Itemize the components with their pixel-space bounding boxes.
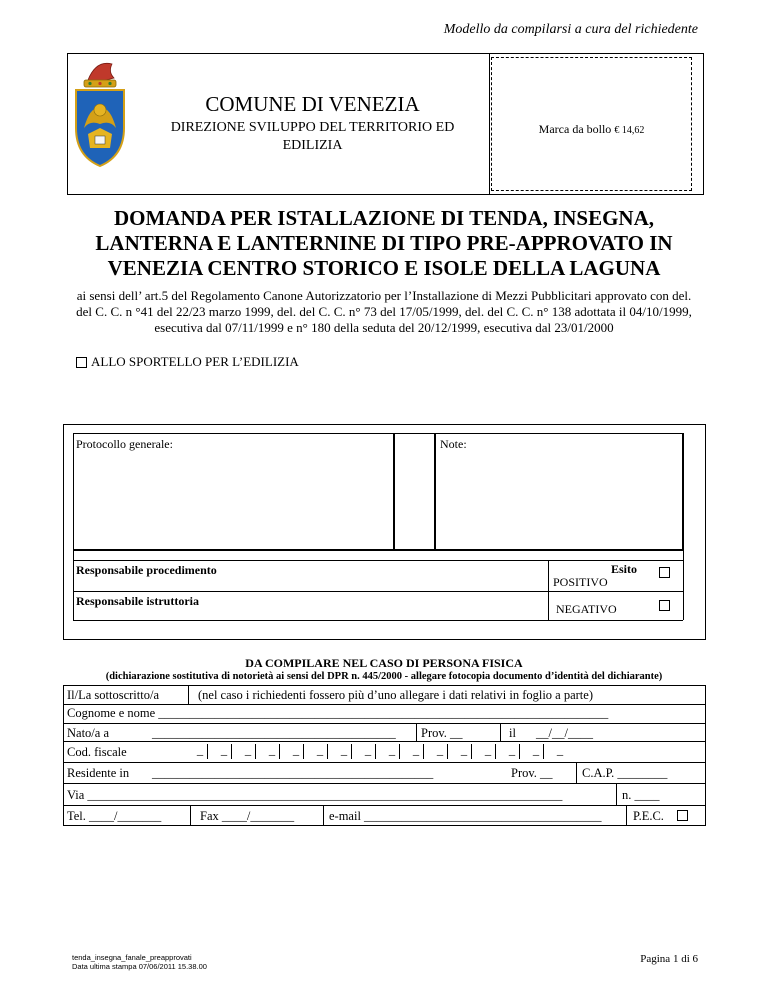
- office-divider: [683, 433, 684, 620]
- form-row-line: [63, 741, 706, 742]
- stamp-label: Marca da bollo € 14,62: [538, 122, 645, 136]
- cod-fiscale-slot[interactable]: _: [556, 743, 564, 757]
- data-nascita-field[interactable]: __/__/____: [536, 726, 593, 740]
- il-label: il: [509, 726, 516, 740]
- notes-cell[interactable]: [435, 433, 683, 550]
- form-col-line: [188, 685, 189, 704]
- positivo-checkbox[interactable]: [659, 567, 670, 578]
- form-col-line: [190, 805, 191, 826]
- sportello-label: ALLO SPORTELLO PER L’EDILIZIA: [91, 354, 299, 369]
- nato-field[interactable]: _______________________________________: [152, 726, 396, 740]
- form-col-line: [626, 805, 627, 826]
- cod-fiscale-slot[interactable]: _: [220, 743, 228, 757]
- form-col-line: [416, 723, 417, 741]
- nato-label: Nato/a a: [67, 726, 109, 740]
- cod-fiscale-slot[interactable]: _: [508, 743, 516, 757]
- notes-label: Note:: [440, 437, 467, 451]
- office-divider: [548, 591, 683, 592]
- cod-fiscale-slot-divider: [375, 744, 376, 759]
- office-divider: [73, 620, 548, 621]
- cod-fiscale-slot[interactable]: _: [268, 743, 276, 757]
- cognome-nome-field[interactable]: Cognome e nome ________________________________________________________________________: [67, 706, 609, 720]
- legal-reference: ai sensi dell’ art.5 del Regolamento Canone Autorizzatorio per l’Installazione di Mezzi Pubblicitari approvato con del. del C. C. n °41 del 22/23 marzo 1999, del. del C. C. n° 73 del 17/05/1999, del. del C. C. n° 138 adottata il 04/10/1999, esecutiva dal 07/11/1999 e n° 180 della seduta del 20/12/1999, esecutiva dal 23/01/2000: [76, 288, 692, 335]
- form-col-line: [323, 805, 324, 826]
- cod-fiscale-slot-divider: [255, 744, 256, 759]
- resp-istruttoria-label: Responsabile istruttoria: [76, 594, 199, 608]
- fax-field[interactable]: Fax ____/_______: [200, 809, 295, 823]
- page-number: Pagina 1 di 6: [640, 953, 698, 965]
- cap-field[interactable]: C.A.P. ________: [582, 766, 668, 780]
- sottoscritto-label: Il/La sottoscritto/a: [67, 688, 159, 702]
- cod-fiscale-slot-divider: [207, 744, 208, 759]
- cod-fiscale-slot-divider: [351, 744, 352, 759]
- cod-fiscale-slot[interactable]: _: [412, 743, 420, 757]
- pec-label: P.E.C.: [633, 809, 664, 823]
- via-field[interactable]: Via ____________________________________________________________________________: [67, 788, 563, 802]
- office-divider: [548, 560, 549, 620]
- resp-procedimento-label: Responsabile procedimento: [76, 563, 217, 577]
- office-divider: [73, 560, 683, 561]
- cod-fiscale-slot-divider: [231, 744, 232, 759]
- email-field[interactable]: e-mail ______________________________________: [329, 809, 602, 823]
- office-divider: [73, 550, 74, 620]
- cod-fiscale-slot[interactable]: _: [316, 743, 324, 757]
- comune-title: COMUNE DI VENEZIA: [205, 92, 420, 116]
- form-row-line: [63, 805, 706, 806]
- cod-fiscale-slot[interactable]: _: [292, 743, 300, 757]
- form-col-line: [616, 783, 617, 805]
- sportello-checkbox[interactable]: [76, 357, 87, 368]
- cod-fiscale-slot[interactable]: _: [532, 743, 540, 757]
- direzione-name: DIREZIONE SVILUPPO DEL TERRITORIO ED EDILIZIA: [170, 120, 455, 153]
- venezia-coat-of-arms-logo: [70, 58, 130, 170]
- cod-fiscale-slot[interactable]: _: [436, 743, 444, 757]
- cod-fiscale-slot-divider: [471, 744, 472, 759]
- cod-fiscale-slot[interactable]: _: [484, 743, 492, 757]
- cod-fiscale-slot-divider: [423, 744, 424, 759]
- nato-prov-field[interactable]: Prov. __: [421, 726, 463, 740]
- numero-civico-field[interactable]: n. ____: [622, 788, 660, 802]
- esito-label: Esito: [611, 562, 638, 576]
- form-col-line: [500, 723, 501, 741]
- cod-fiscale-slot[interactable]: _: [340, 743, 348, 757]
- stamp-amount: € 14,62: [614, 125, 645, 136]
- form-row-line: [63, 723, 706, 724]
- form-note: Modello da compilarsi a cura del richiedente: [443, 22, 698, 37]
- cod-fiscale-slot[interactable]: _: [388, 743, 396, 757]
- negativo-checkbox[interactable]: [659, 600, 670, 611]
- cod-fiscale-slot-divider: [327, 744, 328, 759]
- negativo-label: NEGATIVO: [556, 602, 617, 616]
- section-subtitle: (dichiarazione sostitutiva di notorietà ai sensi del DPR n. 445/2000 - allegare fotocopia documento d’identità del dichiarante): [105, 671, 663, 682]
- header-divider: [489, 53, 490, 195]
- office-divider: [548, 620, 683, 621]
- cod-fiscale-slot-divider: [543, 744, 544, 759]
- form-row-line: [63, 762, 706, 763]
- cod-fiscale-slot-divider: [447, 744, 448, 759]
- cod-fiscale-slot[interactable]: _: [244, 743, 252, 757]
- cod-fiscale-slot[interactable]: _: [460, 743, 468, 757]
- tel-field[interactable]: Tel. ____/_______: [67, 809, 162, 823]
- cod-fiscale-slot[interactable]: _: [364, 743, 372, 757]
- protocollo-label: Protocollo generale:: [76, 437, 173, 451]
- residente-prov-field[interactable]: Prov. __: [511, 766, 553, 780]
- sottoscritto-note: (nel caso i richiedenti fossero più d’uno allegare i dati relativi in foglio a parte): [198, 688, 593, 702]
- cod-fiscale-label: Cod. fiscale: [67, 745, 127, 759]
- residente-label: Residente in: [67, 766, 130, 780]
- page-title: DOMANDA PER ISTALLAZIONE DI TENDA, INSEGNA, LANTERNA E LANTERNINE DI TIPO PRE-APPROVATO IN VENEZIA CENTRO STORICO E ISOLE DELLA LAGUNA: [95, 206, 673, 280]
- form-col-line: [576, 762, 577, 783]
- form-row-line: [63, 783, 706, 784]
- sportello-option[interactable]: [76, 354, 299, 370]
- cod-fiscale-slot[interactable]: _: [196, 743, 204, 757]
- cod-fiscale-slot-divider: [495, 744, 496, 759]
- cod-fiscale-slot-divider: [519, 744, 520, 759]
- protocollo-gap-cell: [394, 433, 435, 550]
- footer-file-info: tenda_insegna_fanale_preapprovati Data ultima stampa 07/06/2011 15.38.00: [72, 953, 207, 971]
- pec-checkbox[interactable]: [677, 810, 688, 821]
- positivo-label: POSITIVO: [553, 575, 608, 589]
- cod-fiscale-slot-divider: [279, 744, 280, 759]
- office-divider: [73, 550, 683, 551]
- cod-fiscale-slot-divider: [303, 744, 304, 759]
- form-row-line: [63, 704, 706, 705]
- office-divider: [73, 591, 548, 592]
- residente-field[interactable]: _____________________________________________: [152, 766, 434, 780]
- section-title: DA COMPILARE NEL CASO DI PERSONA FISICA: [245, 656, 523, 670]
- cod-fiscale-slot-divider: [399, 744, 400, 759]
